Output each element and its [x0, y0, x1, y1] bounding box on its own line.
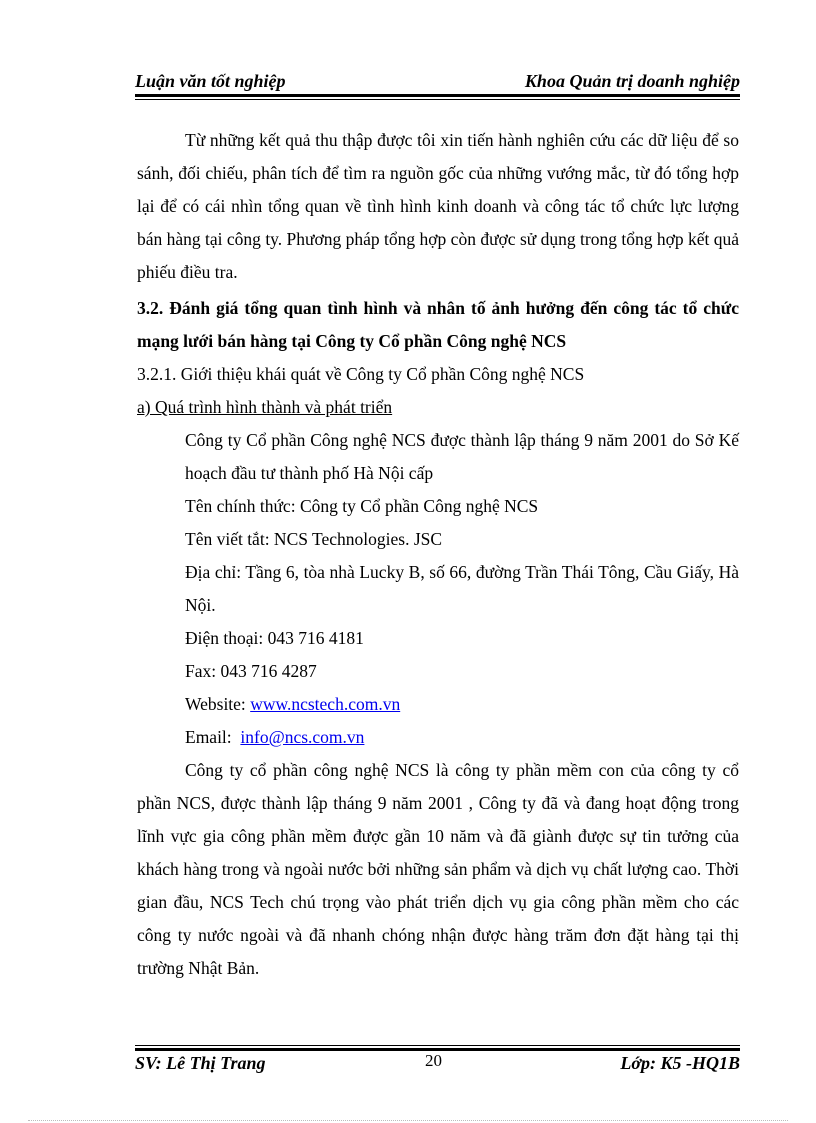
email-link[interactable]: info@ncs.com.vn [240, 727, 365, 747]
footer-student: SV: Lê Thị Trang [135, 1053, 266, 1073]
website-line [185, 688, 739, 721]
footer-rule-thin [135, 1045, 740, 1046]
footer-class: Lớp: K5 -HQ1B [620, 1053, 740, 1073]
phone-number: Điện thoại: 043 716 4181 [185, 628, 364, 648]
subsection-heading: 3.2.1. Giới thiệu khái quát về Công ty Cổ phần Công nghệ NCS [137, 364, 585, 384]
section-heading: 3.2. Đánh giá tổng quan tình hình và nhân tố ảnh hưởng đến công tác tổ chức mạng lưới bán hàng tại Công ty Cổ phần Công nghệ NCS [137, 298, 739, 351]
email-label: Email: [185, 727, 237, 747]
intro-paragraph: Từ những kết quả thu thập được tôi xin tiến hành nghiên cứu các dữ liệu để so sánh, đối chiếu, phân tích để tìm ra nguồn gốc của những vướng mắc, từ đó tổng hợp lại để có cái nhìn tổng quan về tình hình kinh doanh và công tác tổ chức lực lượng bán hàng tại công ty. Phương pháp tổng hợp còn được sử dụng trong tổng hợp kết quả phiếu điều tra. [137, 130, 739, 282]
company-description: Công ty cổ phần công nghệ NCS là công ty phần mềm con của công ty cổ phần NCS, được thành lập tháng 9 năm 2001 , Công ty đã và đang hoạt động trong lĩnh vực gia công phần mềm được gần 10 năm và đã giành được sự tin tưởng của khách hàng trong và ngoài nước bởi những sản phẩm và dịch vụ chất lượng cao. Thời gian đầu, NCS Tech chú trọng vào phát triển dịch vụ gia công phần mềm cho các công ty nước ngoài và đã nhanh chóng nhận được hàng trăm đơn đặt hàng tại thị trường Nhật Bản. [137, 760, 739, 978]
page-footer [135, 1050, 740, 1076]
page-number: 20 [425, 1051, 442, 1070]
official-name: Tên chính thức: Công ty Cổ phần Công nghệ NCS [185, 496, 539, 516]
header-rule-thin [135, 99, 740, 100]
header-thesis-label: Luận văn tốt nghiệp [135, 71, 286, 91]
page-edge-dotted-line [28, 1120, 788, 1121]
header-rule-thick [135, 94, 740, 97]
header-faculty-label: Khoa Quản trị doanh nghiệp [524, 71, 740, 91]
founded-text: Công ty Cổ phần Công nghệ NCS được thành lập tháng 9 năm 2001 do Sở Kế hoạch đầu tư thành phố Hà Nội cấp [185, 430, 739, 483]
website-label: Website: [185, 694, 251, 714]
subheading-a: a) Quá trình hình thành và phát triển [137, 397, 393, 417]
subheading-a-line [137, 391, 739, 424]
fax-number: Fax: 043 716 4287 [185, 661, 317, 681]
document-body [137, 124, 739, 985]
website-link[interactable]: www.ncstech.com.vn [250, 694, 401, 714]
address-text: Địa chỉ: Tầng 6, tòa nhà Lucky B, số 66, đường Trần Thái Tông, Cầu Giấy, Hà Nội. [185, 562, 739, 615]
email-line [185, 721, 739, 754]
short-name: Tên viết tắt: NCS Technologies. JSC [185, 529, 443, 549]
page-header [135, 68, 740, 94]
